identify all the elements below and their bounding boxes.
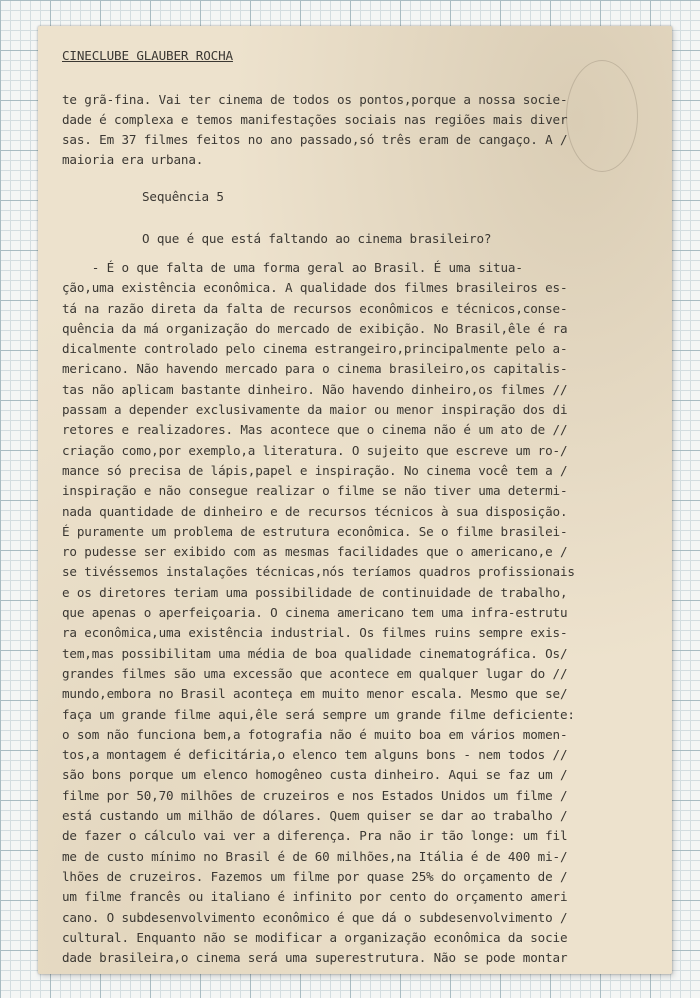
text-line: ção,uma existência econômica. A qualidade dos filmes brasileiros es- [62,280,568,296]
text-line: tem,mas possibilitam uma média de boa qualidade cinematográfica. Os/ [62,645,568,661]
text-line: quência da má organização do mercado de exibição. No Brasil,êle é ra [62,320,568,336]
text-line: ra econômica,uma existência industrial. Os filmes ruins sempre exis- [62,625,568,641]
intro-paragraph [62,90,567,170]
text-line: tas não aplicam bastante dinheiro. Não havendo dinheiro,os filmes // [62,381,568,397]
text-line: É puramente um problema de estrutura econômica. Se o filme brasilei- [62,523,568,539]
text-line: - É o que falta de uma forma geral ao Brasil. É uma situa- [62,260,523,275]
text-line: mericano. Não havendo mercado para o cinema brasileiro,os capitalis- [62,361,568,377]
text-line: filme por 50,70 milhões de cruzeiros e nos Estados Unidos um filme / [62,787,568,803]
text-line: mance só precisa de lápis,papel e inspiração. No cinema você tem a / [62,462,568,478]
text-line: me de custo mínimo no Brasil é de 60 milhões,na Itália é de 400 mi-/ [62,848,568,864]
text-line: que apenas o aperfeiçoaria. O cinema americano tem uma infra-estrutu [62,605,568,621]
text-line: dade brasileira,o cinema será uma superestrutura. Não se pode montar [62,950,568,966]
text-line: de fazer o cálculo vai ver a diferença. Pra não ir tão longe: um fil [62,828,568,844]
text-line: dade é complexa e temos manifestações sociais nas regiões mais diver [62,112,568,127]
text-line: tá na razão direta da falta de recursos econômicos e técnicos,conse- [62,300,568,316]
text-line: nada quantidade de dinheiro e de recursos técnicos à sua disposição. [62,503,568,519]
interview-question: O que é que está faltando ao cinema brasileiro? [142,231,492,246]
text-line: dicalmente controlado pelo cinema estrangeiro,principalmente pelo a- [62,341,568,357]
coffee-stain [566,60,638,172]
text-line: se tivéssemos instalações técnicas,nós teríamos quadros profissionais [62,564,575,580]
text-line: grandes filmes são uma excessão que acontece em qualquer lugar do // [62,665,568,681]
text-line: passam a depender exclusivamente da maior ou menor inspiração dos di [62,402,568,418]
answer-paragraph [62,258,575,968]
text-line: ro pudesse ser exibido com as mesmas facilidades que o americano,e / [62,544,568,560]
text-line: são bons porque um elenco homogêneo custa dinheiro. Aqui se faz um / [62,767,568,783]
text-line: criação como,por exemplo,a literatura. O sujeito que escreve um ro-/ [62,442,568,458]
text-line: faça um grande filme aqui,êle será sempre um grande filme deficiente: [62,706,575,722]
text-line: te grã-fina. Vai ter cinema de todos os pontos,porque a nossa socie- [62,92,568,107]
sequence-title: Sequência 5 [142,189,224,204]
text-line: maioria era urbana. [62,152,204,167]
text-line: sas. Em 37 filmes feitos no ano passado,só três eram de cangaço. A / [62,132,568,147]
text-line: está custando um milhão de dólares. Quem quiser se dar ao trabalho / [62,808,568,824]
text-line: inspiração e não consegue realizar o filme se não tiver uma determi- [62,483,568,499]
text-line: um filme francês ou italiano é infinito por cento do orçamento ameri [62,889,568,905]
text-line: mundo,embora no Brasil aconteça em muito menor escala. Mesmo que se/ [62,686,568,702]
text-line: retores e realizadores. Mas acontece que o cinema não é um ato de // [62,422,568,438]
text-line: cultural. Enquanto não se modificar a organização econômica da socie [62,929,568,945]
text-line: o som não funciona bem,a fotografia não é muito boa em vários momen- [62,726,568,742]
text-line: cano. O subdesenvolvimento econômico é que dá o subdesenvolvimento / [62,909,568,925]
text-line: tos,a montagem é deficitária,o elenco tem alguns bons - nem todos // [62,747,568,763]
text-line: e os diretores teriam uma possibilidade de continuidade de trabalho, [62,584,568,600]
text-line: lhões de cruzeiros. Fazemos um filme por quase 25% do orçamento de / [62,868,568,884]
page-header: CINECLUBE GLAUBER ROCHA [62,48,233,63]
